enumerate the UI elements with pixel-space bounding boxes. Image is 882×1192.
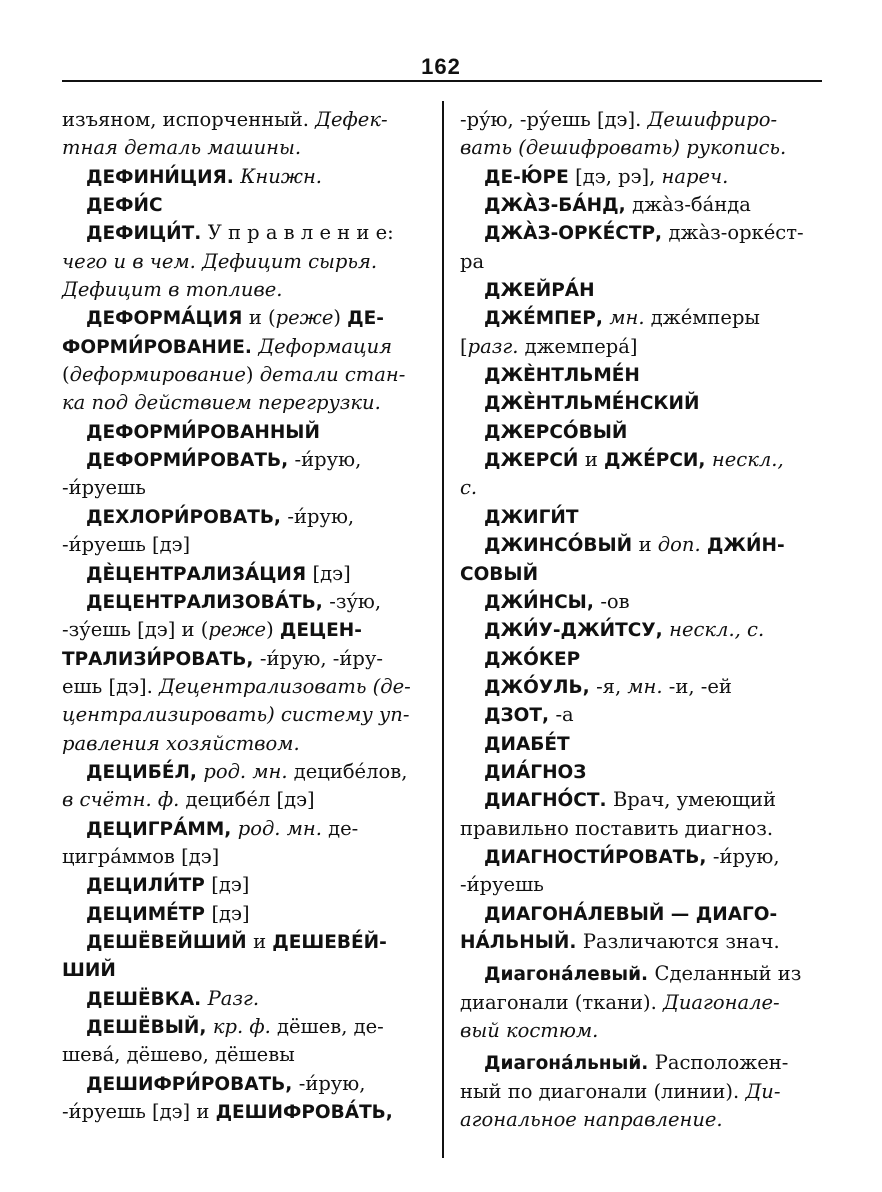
text-segment: [ [460,334,468,358]
text-line [62,418,430,446]
text-line [460,786,822,814]
headword: ДЕФОРМИ́РОВАННЫЙ [86,421,320,443]
headword: ДЕШИФРИ́РОВАТЬ, [86,1073,299,1095]
text-line [62,1013,430,1041]
headword: ДЖЕРСИ́ [484,450,585,472]
header-rule [62,80,822,82]
italic-text: Ди- [745,1079,781,1103]
headword: ДЕШЁВЫЙ, [86,1017,213,1038]
text-segment: ный по диагонали (линии). [460,1079,746,1103]
italic-text: кр. ф. [212,1015,278,1038]
headword: ДЖИ́НСЫ, [484,591,601,613]
text-line [62,758,430,786]
text-segment: -и́руешь [460,873,544,897]
text-segment: и [638,533,658,557]
text-line [62,474,430,502]
text-line [62,673,430,701]
column-divider [442,101,444,1158]
text-line [460,304,822,332]
text-line [460,815,822,843]
italic-text: вый костюм. [460,1019,599,1042]
page-number: 162 [421,54,461,79]
text-line [460,588,822,616]
italic-text: род. мн. [203,759,294,783]
headword: ДЖИНСО́ВЫЙ [484,535,639,557]
text-line [460,361,822,389]
italic-text: Децентрализовать (де- [159,674,411,698]
text-segment: Расположен- [654,1051,789,1075]
italic-text: Диагонале- [663,990,780,1014]
text-segment: и [584,448,605,472]
italic-text: чего и в чем. Дефицит сырья. [62,249,378,273]
text-line [62,248,430,276]
italic-text: с. [460,476,478,500]
text-line [62,616,430,644]
headword: ДЖИГИ́Т [484,506,579,528]
text-segment: -и́рую, [287,504,355,528]
text-segment: [дэ] [211,901,250,925]
headword: ДЕЦИЛИ́ТР [86,875,212,897]
text-line [62,389,430,417]
text-line [62,985,430,1013]
text-segment: джа̀з-ба́нда [632,193,751,217]
headword: ДЕФИ́С [86,195,163,217]
italic-text: Книжн. [240,164,322,188]
text-line [460,1049,822,1077]
text-segment: децибе́лов, [293,759,408,783]
headword: ШИЙ [62,960,116,982]
headword: ДЕФОРМА́ЦИЯ [86,308,249,330]
headword: ТРАЛИЗИ́РОВАТЬ, [62,648,260,670]
italic-text: мн. [627,674,669,698]
text-line [62,956,430,984]
text-segment: Различаются знач. [582,929,780,953]
headword: ДИАБЕ́Т [484,733,570,755]
headword: ДЖЕЙРА́Н [484,280,595,302]
text-line [460,730,822,758]
text-line [62,1070,430,1098]
headword: ДЖЀНТЛЬМЕ́Н [484,365,640,387]
text-line [62,446,430,474]
italic-text: реже [208,618,267,642]
text-line [62,163,430,191]
text-line [62,219,430,247]
text-segment: -и́руешь [дэ] [62,533,191,557]
text-line [62,503,430,531]
headword: ДЖИ́У-ДЖИ́ТСУ, [484,620,670,642]
text-segment: джемпера́] [524,334,638,358]
text-line [460,474,822,502]
text-line [62,900,430,928]
headword: ДЕЦЕН- [279,620,362,642]
text-line [460,446,822,474]
text-line [62,560,430,588]
text-line [460,219,822,247]
text-line [62,815,430,843]
headword: ДИАГНО́СТ. [484,790,613,812]
text-line [62,361,430,389]
text-line [460,106,822,134]
italic-text: Дешифриро- [647,108,778,131]
text-line [62,928,430,956]
text-segment: де- [328,816,359,840]
headword: ДЕ- [347,308,384,330]
headword: ДЕФОРМИ́РОВАТЬ, [86,450,295,472]
text-segment: и [253,929,273,953]
text-line [62,191,430,219]
text-line [460,333,822,361]
text-line [460,673,822,701]
headword: СОВЫЙ [460,563,539,585]
text-segment: -и́рую, -и́ру- [259,646,383,670]
headword: ДИА́ГНОЗ [484,761,587,783]
headword: ФОРМИ́РОВАНИЕ. [62,336,259,358]
headword: ДЕФИЦИ́Т. [86,223,208,245]
text-line [460,163,822,191]
headword: ДЖЀНТЛЬМЕ́НСКИЙ [484,393,700,415]
headword: ДЕЦИБЕ́Л, [86,761,204,783]
headword: ДЕХЛОРИ́РОВАТЬ, [86,506,288,528]
headword: ДЖЕ́РСИ, [604,450,712,472]
italic-text: реже [275,306,334,330]
headword: НА́ЛЬНЫЙ. [460,931,583,953]
text-line [62,786,430,814]
text-line [460,1078,822,1106]
text-segment: дже́мперы [650,306,760,330]
italic-text: Деформация [258,334,393,358]
headword: ДЖО́КЕР [484,648,581,670]
text-line [62,1098,430,1126]
headword: ДЕФИНИ́ЦИЯ. [86,166,241,188]
text-line [460,989,822,1017]
italic-text: Дефицит в топливе. [62,278,283,302]
italic-text: Дефек- [315,108,388,131]
text-line [62,871,430,899]
text-line [460,503,822,531]
text-line [460,389,822,417]
italic-text: разг. [467,334,525,358]
headword: ДИАГНОСТИ́РОВАТЬ, [484,846,713,868]
italic-text: род. мн. [237,816,329,840]
headword: ДЕШЁВЕЙШИЙ [86,931,254,953]
italic-text: детали стан- [259,363,406,387]
headword: ДЖА̀З-БА́НД, [484,195,633,217]
text-segment: -и́руешь [дэ] и [62,1100,216,1124]
text-segment: [дэ, рэ], [575,164,662,188]
italic-text: нескл., [711,448,784,472]
italic-text: вать (дешифровать) рукопись. [460,136,787,160]
text-segment: -и́рую, [298,1071,366,1095]
text-segment: диагонали (ткани). [460,990,663,1014]
headword: Диагона́льный. [484,1053,655,1075]
text-segment: правильно поставить диагноз. [460,816,774,840]
text-segment: -ру́ю, -ру́ешь [дэ]. [460,108,648,131]
headword: ДЖА̀З-ОРКЕ́СТР, [484,223,669,245]
text-line [62,304,430,332]
text-segment: У п р а в л е н и е: [207,221,394,245]
text-segment: джа̀з-орке́ст- [668,221,804,245]
text-segment: [дэ] [211,873,250,897]
text-line [460,1017,822,1045]
text-line [460,645,822,673]
text-line [460,758,822,786]
text-segment: [дэ] [312,561,351,585]
headword: ДЕШЕВЕ́Й- [272,931,387,953]
headword: ДЕШИФРОВА́ТЬ, [215,1102,393,1124]
text-line [460,418,822,446]
text-line [62,531,430,559]
headword: ДЕ-Ю́РЕ [484,166,576,188]
text-line [460,900,822,928]
text-line [460,616,822,644]
text-line [460,134,822,162]
text-segment: ) [333,306,348,330]
text-line [460,560,822,588]
text-line [62,1041,430,1069]
text-segment: ( [62,363,70,387]
text-segment: дёшев, де- [277,1015,384,1038]
text-line [460,248,822,276]
headword: ДЕЦЕНТРАЛИЗОВА́ТЬ, [86,591,330,613]
text-line [460,1106,822,1134]
text-segment: -зу́ю, [329,589,382,613]
text-line [62,701,430,729]
text-line [62,333,430,361]
text-line [460,928,822,956]
text-line [460,701,822,729]
text-segment: -и́рую, [712,844,780,868]
headword: Диагона́левый. [484,964,655,986]
text-line [460,843,822,871]
headword: ДЕШЁВКА. [86,988,208,1010]
right-column [460,106,822,1134]
text-line [62,588,430,616]
text-segment: -я, [596,674,628,698]
italic-text: Разг. [207,986,260,1010]
headword: ДЖЕРСО́ВЫЙ [484,421,628,443]
text-line [62,730,430,758]
text-segment: ешь [дэ]. [62,674,160,698]
italic-text: агональное направление. [460,1108,723,1132]
text-line [460,960,822,988]
italic-text: централизировать) систему уп- [62,703,410,727]
headword: ДИАГОНА́ЛЕВЫЙ — ДИАГО- [484,903,778,925]
text-segment: шева́, дёшево, дёшевы [62,1043,295,1067]
text-line [460,191,822,219]
text-line [460,276,822,304]
text-line [62,276,430,304]
headword: ДЀЦЕНТРАЛИЗА́ЦИЯ [86,563,313,585]
text-segment: -и́рую, [294,448,362,472]
text-segment: Сделанный из [654,962,802,986]
text-segment: -зу́ешь [дэ] и ( [62,618,209,642]
text-segment: цигра́ммов [дэ] [62,844,220,868]
left-column [62,106,430,1126]
italic-text: нескл., с. [669,618,765,642]
text-line [62,134,430,162]
text-segment: -а [555,703,574,727]
text-segment: децибе́л [дэ] [185,788,315,812]
text-segment: Врач, умеющий [612,788,776,812]
text-segment: ра [460,249,485,273]
text-segment: и ( [248,306,276,330]
text-line [62,645,430,673]
headword: ДЕЦИМЕ́ТР [86,903,212,925]
text-segment: -и, -ей [668,674,732,698]
italic-text: мн. [609,306,651,330]
text-line [460,531,822,559]
text-line [62,843,430,871]
text-segment: -ов [600,589,630,613]
italic-text: деформирование [69,363,246,387]
text-segment: изъяном, испорченный. [62,108,316,131]
headword: ДЖЕ́МПЕР, [484,308,610,330]
italic-text: равления хозяйством. [62,731,300,755]
italic-text: нареч. [661,164,729,188]
headword: ДЗОТ, [484,705,556,727]
italic-text: тная деталь машины. [62,136,302,160]
italic-text: в счётн. ф. [62,788,186,812]
text-segment: ) [245,363,260,387]
text-line [460,871,822,899]
text-segment: -и́руешь [62,476,146,500]
italic-text: ка под действием перегрузки. [62,391,381,415]
text-line [62,106,430,134]
italic-text: доп. [657,533,707,557]
text-segment: ) [266,618,280,642]
headword: ДЖИ́Н- [706,535,785,557]
headword: ДЕЦИГРА́ММ, [86,818,238,840]
headword: ДЖО́УЛЬ, [484,676,597,698]
